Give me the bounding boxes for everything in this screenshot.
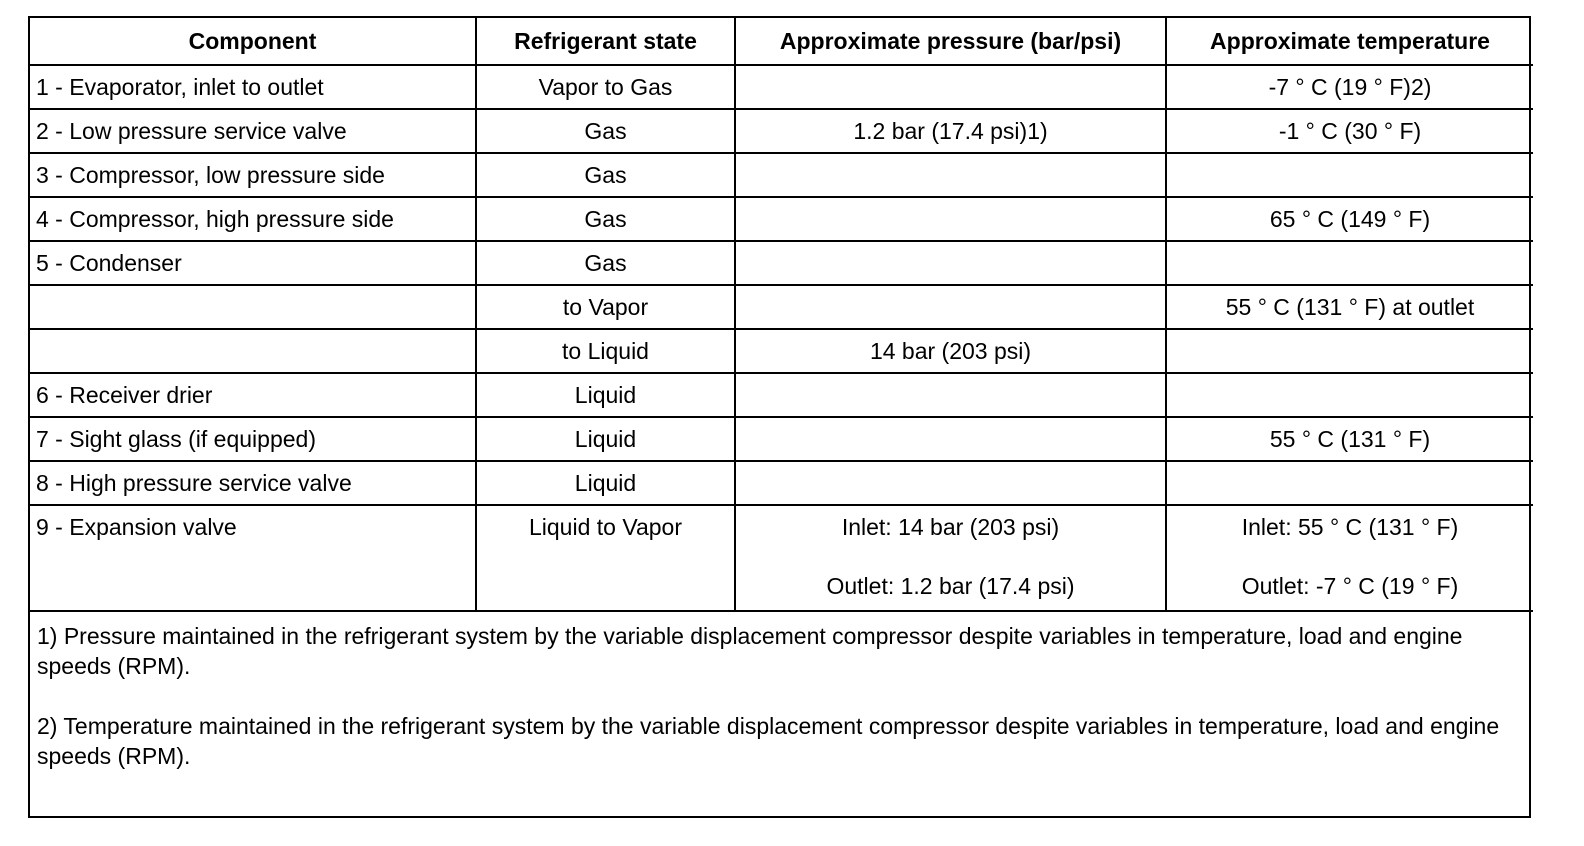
state-cell: to Vapor [476, 285, 735, 329]
table-row [30, 109, 1533, 153]
refrigerant-state-table [30, 18, 1533, 784]
table-row [30, 373, 1533, 417]
component-cell: 1 - Evaporator, inlet to outlet [30, 65, 476, 109]
state-cell: Gas [476, 241, 735, 285]
temperature-cell: -1 ° C (30 ° F) [1166, 109, 1533, 153]
table-row [30, 417, 1533, 461]
footnotes [30, 611, 1533, 784]
component-cell: 6 - Receiver drier [30, 373, 476, 417]
temperature-cell: 55 ° C (131 ° F) at outlet [1166, 285, 1533, 329]
temperature-outlet: Outlet: -7 ° C (19 ° F) [1241, 573, 1459, 600]
component-cell: 9 - Expansion valve [30, 505, 476, 611]
state-cell: to Liquid [476, 329, 735, 373]
component-cell: 3 - Compressor, low pressure side [30, 153, 476, 197]
pressure-outlet: Outlet: 1.2 bar (17.4 psi) [826, 573, 1075, 600]
pressure-cell [735, 461, 1166, 505]
pressure-cell: 14 bar (203 psi) [735, 329, 1166, 373]
component-cell: 2 - Low pressure service valve [30, 109, 476, 153]
pressure-cell [735, 505, 1166, 611]
pressure-cell [735, 197, 1166, 241]
table-row [30, 197, 1533, 241]
table-row [30, 505, 1533, 611]
component-cell: 5 - Condenser [30, 241, 476, 285]
pressure-cell [735, 65, 1166, 109]
table-row [30, 241, 1533, 285]
header-approximate-pressure: Approximate pressure (bar/psi) [735, 18, 1166, 65]
header-approximate-temperature: Approximate temperature [1166, 18, 1533, 65]
component-cell: 7 - Sight glass (if equipped) [30, 417, 476, 461]
refrigerant-table-frame [28, 16, 1531, 818]
footnote-2: 2) Temperature maintained in the refrigerant system by the variable displacement compressor despite variables in temperature, load and engine speeds (RPM). [37, 712, 1500, 769]
table-row [30, 285, 1533, 329]
component-cell [30, 329, 476, 373]
footnote-1: 1) Pressure maintained in the refrigerant system by the variable displacement compressor despite variables in temperature, load and engine speeds (RPM). [37, 623, 1463, 679]
temperature-cell [1166, 241, 1533, 285]
state-cell: Gas [476, 109, 735, 153]
table-row [30, 461, 1533, 505]
pressure-cell: 1.2 bar (17.4 psi)1) [735, 109, 1166, 153]
state-cell: Gas [476, 197, 735, 241]
pressure-cell [735, 153, 1166, 197]
temperature-cell [1166, 461, 1533, 505]
table-row [30, 153, 1533, 197]
temperature-cell [1166, 329, 1533, 373]
pressure-cell [735, 373, 1166, 417]
state-cell: Gas [476, 153, 735, 197]
pressure-cell [735, 417, 1166, 461]
state-cell: Liquid to Vapor [476, 505, 735, 611]
state-cell: Vapor to Gas [476, 65, 735, 109]
temperature-cell: 55 ° C (131 ° F) [1166, 417, 1533, 461]
table-row [30, 329, 1533, 373]
pressure-cell [735, 241, 1166, 285]
component-cell: 8 - High pressure service valve [30, 461, 476, 505]
temperature-cell [1166, 373, 1533, 417]
component-cell [30, 285, 476, 329]
temperature-cell: 65 ° C (149 ° F) [1166, 197, 1533, 241]
header-row [30, 18, 1533, 65]
temperature-cell [1166, 505, 1533, 611]
temperature-cell [1166, 153, 1533, 197]
temperature-cell: -7 ° C (19 ° F)2) [1166, 65, 1533, 109]
state-cell: Liquid [476, 373, 735, 417]
pressure-inlet: Inlet: 14 bar (203 psi) [841, 514, 1060, 540]
pressure-cell [735, 285, 1166, 329]
table-row [30, 65, 1533, 109]
state-cell: Liquid [476, 461, 735, 505]
component-cell: 4 - Compressor, high pressure side [30, 197, 476, 241]
state-cell: Liquid [476, 417, 735, 461]
notes-row [30, 611, 1533, 784]
header-refrigerant-state: Refrigerant state [476, 18, 735, 65]
temperature-inlet: Inlet: 55 ° C (131 ° F) [1241, 514, 1459, 540]
header-component: Component [30, 18, 476, 65]
